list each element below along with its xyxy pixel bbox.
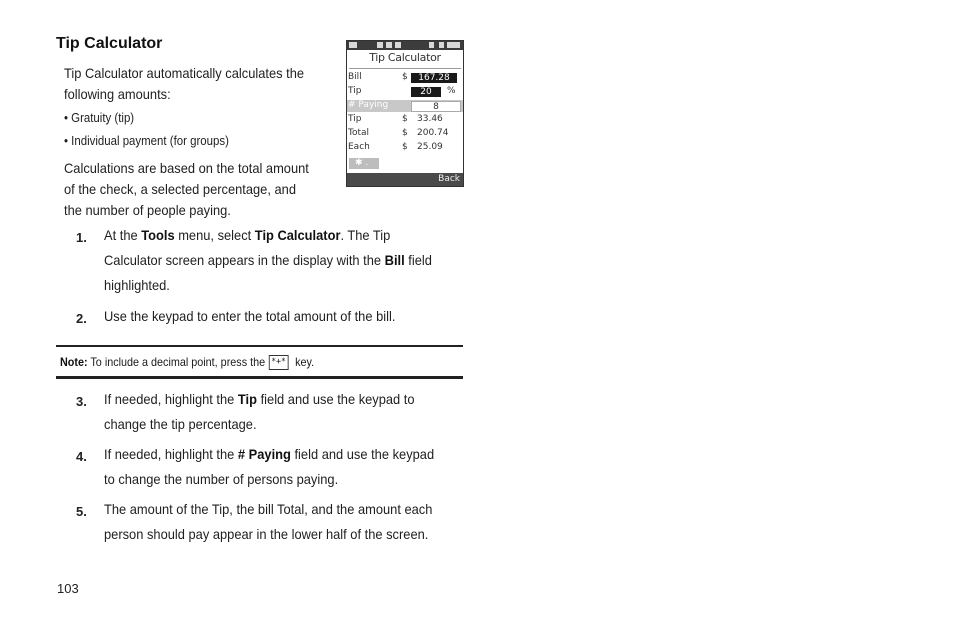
tip-percent-row[interactable] xyxy=(347,86,463,98)
battery-icon xyxy=(447,42,460,48)
intro-paragraph xyxy=(64,63,304,105)
bold-term: # Paying xyxy=(237,446,291,462)
currency-symbol: $ xyxy=(402,114,408,124)
row-label: # Paying xyxy=(348,100,389,110)
phone-title: Tip Calculator xyxy=(369,51,441,64)
step-1-text: At the Tools menu, select Tip Calculator. The Tip Calculator screen appears in the display with the Bill field highlighted. xyxy=(104,227,432,293)
music-icon xyxy=(439,42,444,48)
intro-line-2: following amounts: xyxy=(64,86,171,102)
step-5-text: The amount of the Tip, the bill Total, and the amount each person should pay appear in the lower half of the screen. xyxy=(104,501,433,542)
back-softkey[interactable]: Back xyxy=(438,174,460,184)
tip-amount-value: 33.46 xyxy=(417,114,443,124)
bold-term: Bill xyxy=(384,252,405,268)
step-number: 1. xyxy=(76,230,87,245)
bluetooth-icon xyxy=(377,42,383,48)
percent-unit: % xyxy=(447,86,456,96)
phone-screen-image xyxy=(346,40,464,187)
total-value: 200.74 xyxy=(417,128,449,138)
section-heading: Tip Calculator xyxy=(56,35,163,52)
each-row xyxy=(347,142,463,154)
row-label: Each xyxy=(348,142,370,152)
row-label: Total xyxy=(348,128,370,138)
step-number: 3. xyxy=(76,394,87,409)
calc-line-1: Calculations are based on the total amount xyxy=(64,160,309,176)
step-number: 4. xyxy=(76,449,87,464)
calc-line-3: the number of people paying. xyxy=(64,202,231,218)
total-row xyxy=(347,128,463,140)
currency-symbol: $ xyxy=(402,142,408,152)
status-bar xyxy=(347,41,463,50)
bullet-item: • Individual payment (for groups) xyxy=(64,133,229,148)
step-3-text: If needed, highlight the Tip field and use the keypad to change the tip percentage. xyxy=(104,391,415,432)
paying-row[interactable] xyxy=(347,100,463,112)
note: Note: To include a decimal point, press the *+* key. xyxy=(60,355,315,369)
tip-percent-field[interactable]: 20 xyxy=(411,87,441,97)
currency-symbol: $ xyxy=(402,72,408,82)
step-2-text: Use the keypad to enter the total amount of the bill. xyxy=(104,308,396,324)
bill-row[interactable] xyxy=(347,72,463,84)
calculation-paragraph xyxy=(64,158,309,221)
row-label: Bill xyxy=(348,72,362,82)
row-label: Tip xyxy=(348,114,362,124)
lock-icon xyxy=(429,42,434,48)
paying-field[interactable]: 8 xyxy=(411,101,461,112)
step-number: 2. xyxy=(76,311,87,326)
message-icon xyxy=(386,42,392,48)
note-divider-top xyxy=(56,345,463,347)
bold-term: Tools xyxy=(141,227,175,243)
bullet-item: • Gratuity (tip) xyxy=(64,110,135,125)
phone-title-divider xyxy=(349,68,461,69)
symbol-key-indicator: ✱ . xyxy=(349,158,379,169)
currency-symbol: $ xyxy=(402,128,408,138)
softkey-bar xyxy=(347,173,463,186)
tip-amount-row xyxy=(347,114,463,126)
star-key-icon: *+* xyxy=(269,355,289,370)
intro-line-1: Tip Calculator automatically calculates the xyxy=(64,65,305,81)
page-number: 103 xyxy=(57,581,79,596)
row-label: Tip xyxy=(348,86,362,96)
each-value: 25.09 xyxy=(417,142,443,152)
note-label: Note: xyxy=(60,355,88,369)
bold-term: Tip Calculator xyxy=(254,227,341,243)
calc-line-2: of the check, a selected percentage, and xyxy=(64,181,296,197)
step-4-text: If needed, highlight the # Paying field and use the keypad to change the number of persons paying. xyxy=(104,446,435,487)
signal-icon xyxy=(349,42,357,48)
note-divider-bottom xyxy=(56,376,463,379)
bill-field[interactable]: 167.28 xyxy=(411,73,457,83)
bold-term: Tip xyxy=(237,391,258,407)
volume-icon xyxy=(395,42,401,48)
step-number: 5. xyxy=(76,504,87,519)
